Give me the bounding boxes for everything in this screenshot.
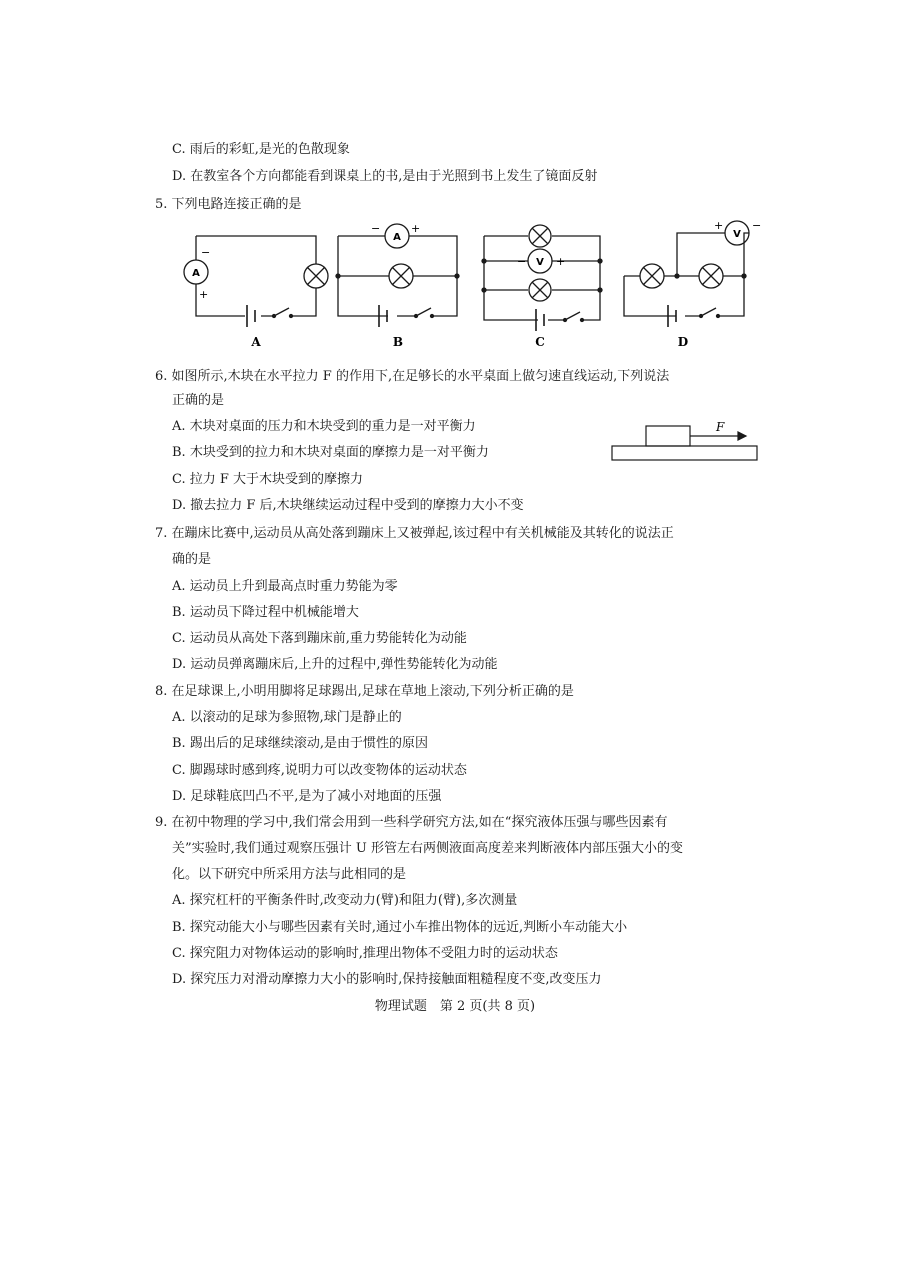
q8-option-c: C. 脚踢球时感到疼,说明力可以改变物体的运动状态	[172, 763, 467, 778]
q7-option-a: A. 运动员上升到最高点时重力势能为零	[172, 579, 398, 594]
ammeter-b-letter: A	[393, 232, 401, 243]
b-minus: −	[371, 222, 381, 235]
q8-option-a: A. 以滚动的足球为参照物,球门是静止的	[172, 710, 402, 725]
q9-option-d: D. 探究压力对滑动摩擦力大小的影响时,保持接触面粗糙程度不变,改变压力	[172, 972, 602, 987]
d-plus: +	[714, 219, 724, 232]
q6-stem-line2: 正确的是	[172, 393, 225, 408]
q6-stem-line1: 6. 如图所示,木块在水平拉力 F 的作用下,在足够长的水平桌面上做匀速直线运动,下列说法	[155, 369, 670, 384]
d-minus: −	[752, 219, 762, 232]
circuit-b	[336, 224, 459, 327]
q9-stem-line2: 关”实验时,我们通过观察压强计 U 形管左右两侧液面高度差来判断液体内部压强大小的变	[172, 841, 683, 856]
q7-option-c: C. 运动员从高处下落到蹦床前,重力势能转化为动能	[172, 631, 467, 646]
force-f-label: F	[716, 420, 725, 434]
q7-stem-line1: 7. 在蹦床比赛中,运动员从高处落到蹦床上又被弹起,该过程中有关机械能及其转化的说法正	[155, 526, 674, 541]
circuit-d-label: D	[677, 335, 689, 349]
q6-option-c: C. 拉力 F 大于木块受到的摩擦力	[172, 472, 364, 487]
circuit-a	[184, 236, 328, 327]
q4-option-c: C. 雨后的彩虹,是光的色散现象	[172, 142, 350, 157]
q7-option-d: D. 运动员弹离蹦床后,上升的过程中,弹性势能转化为动能	[172, 657, 498, 672]
q4-option-d: D. 在教室各个方向都能看到课桌上的书,是由于光照到书上发生了镜面反射	[172, 169, 598, 184]
circuit-a-label: A	[251, 335, 261, 349]
q9-option-c: C. 探究阻力对物体运动的影响时,推理出物体不受阻力时的运动状态	[172, 946, 558, 961]
q7-option-b: B. 运动员下降过程中机械能增大	[172, 605, 359, 620]
circuit-b-label: B	[392, 335, 404, 349]
q7-stem-line2: 确的是	[172, 552, 212, 567]
c-plus: +	[556, 255, 566, 268]
circuit-d	[624, 221, 749, 327]
ammeter-a-letter: A	[192, 268, 200, 279]
b-plus: +	[411, 222, 421, 235]
circuit-c-label: C	[535, 335, 545, 349]
a-minus: −	[201, 246, 211, 259]
voltmeter-d-letter: V	[733, 229, 741, 240]
voltmeter-c-letter: V	[536, 257, 544, 268]
circuit-c	[482, 225, 602, 331]
q8-stem: 8. 在足球课上,小明用脚将足球踢出,足球在草地上滚动,下列分析正确的是	[155, 684, 574, 699]
q6-option-b: B. 木块受到的拉力和木块对桌面的摩擦力是一对平衡力	[172, 445, 489, 460]
q9-option-b: B. 探究动能大小与哪些因素有关时,通过小车推出物体的远近,判断小车动能大小	[172, 920, 628, 935]
q8-option-d: D. 足球鞋底凹凸不平,是为了减小对地面的压强	[172, 789, 442, 804]
q6-option-a: A. 木块对桌面的压力和木块受到的重力是一对平衡力	[172, 419, 476, 434]
block-figure	[612, 426, 757, 460]
q8-option-b: B. 踢出后的足球继续滚动,是由于惯性的原因	[172, 736, 428, 751]
q9-option-a: A. 探究杠杆的平衡条件时,改变动力(臂)和阻力(臂),多次测量	[172, 893, 518, 908]
q6-option-d: D. 撤去拉力 F 后,木块继续运动过程中受到的摩擦力大小不变	[172, 498, 524, 513]
page-footer: 物理试题 第 2 页(共 8 页)	[374, 999, 536, 1014]
q9-stem-line3: 化。以下研究中所采用方法与此相同的是	[172, 867, 407, 882]
a-plus: +	[199, 288, 209, 301]
q9-stem-line1: 9. 在初中物理的学习中,我们常会用到一些科学研究方法,如在“探究液体压强与哪些因素有	[155, 815, 668, 830]
c-minus: −	[517, 255, 527, 268]
q5-stem: 5. 下列电路连接正确的是	[155, 197, 302, 212]
